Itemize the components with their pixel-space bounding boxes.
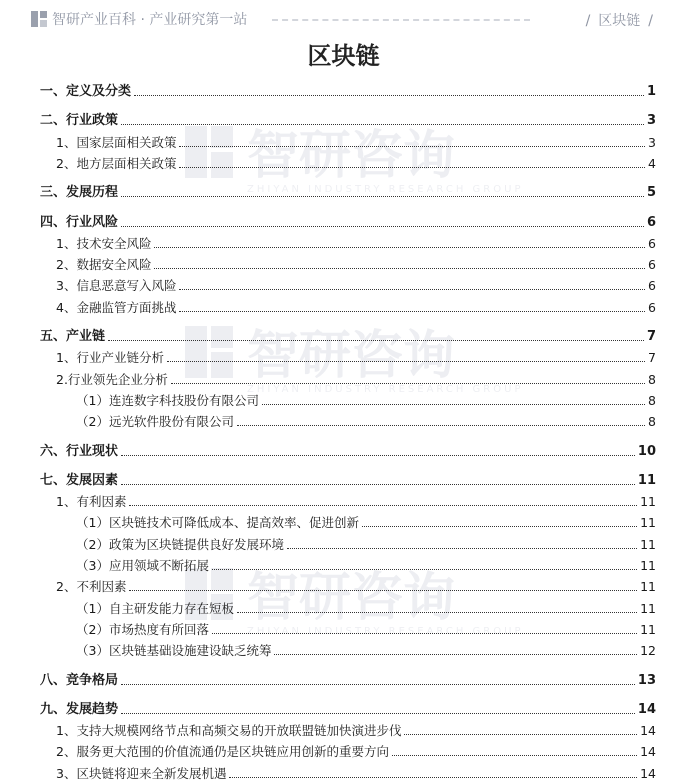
- toc-dot-leader: [262, 404, 645, 405]
- toc-page-number: 14: [640, 744, 656, 760]
- toc-dot-leader: [129, 505, 637, 506]
- document-title: 区块链: [307, 41, 380, 70]
- breadcrumb-separator: /: [585, 13, 591, 29]
- toc-page-number: 11: [637, 472, 656, 488]
- toc-page-number: 11: [640, 621, 656, 637]
- breadcrumb: [578, 10, 661, 30]
- toc-dot-leader: [134, 95, 644, 96]
- toc-entry-title: 1、国家层面相关政策: [56, 134, 177, 150]
- toc-dot-leader: [274, 654, 637, 655]
- toc-dot-leader: [237, 612, 637, 613]
- toc-item[interactable]: [40, 388, 656, 409]
- toc-page-number: 12: [640, 643, 656, 659]
- toc-item[interactable]: [40, 596, 656, 617]
- toc-subsection[interactable]: [40, 345, 656, 366]
- toc-page-number: 11: [640, 600, 656, 616]
- toc-dot-leader: [129, 590, 637, 591]
- toc-section[interactable]: [40, 468, 656, 489]
- toc-dot-leader: [154, 268, 645, 269]
- toc-entry-title: 4、金融监管方面挑战: [56, 299, 177, 315]
- toc-entry-title: 1、支持大规模网络节点和高频交易的开放联盟链加快演进步伐: [56, 723, 402, 739]
- toc-page-number: 8: [648, 371, 656, 387]
- toc-page-number: 7: [646, 329, 656, 344]
- toc-subsection[interactable]: [40, 739, 656, 760]
- toc-entry-title: 三、发展历程: [40, 185, 119, 201]
- toc-page-number: 11: [640, 494, 656, 510]
- toc-dot-leader: [167, 361, 645, 362]
- watermark-text: 智研咨询: [247, 326, 456, 386]
- toc-subsection[interactable]: [40, 130, 656, 151]
- toc-dot-leader: [121, 124, 644, 125]
- toc-page-number: 6: [648, 299, 656, 315]
- toc-entry-title: （3）应用领域不断拓展: [76, 558, 209, 573]
- toc-entry-title: 2、数据安全风险: [56, 257, 152, 273]
- toc-entry-title: 一、定义及分类: [40, 84, 132, 99]
- toc-entry-title: 1、行业产业链分析: [56, 350, 164, 366]
- toc-dot-leader: [287, 548, 637, 549]
- toc-entry-title: 八、竞争格局: [40, 672, 119, 688]
- toc-dot-leader: [154, 247, 645, 248]
- toc-entry-title: 七、发展因素: [40, 472, 119, 488]
- toc-entry-title: 五、产业链: [40, 329, 106, 344]
- toc-entry-title: 2.行业领先企业分析: [56, 371, 168, 387]
- toc-section[interactable]: [40, 79, 656, 100]
- toc-page-number: 11: [640, 536, 656, 552]
- toc-page-number: 5: [646, 185, 656, 201]
- toc-section[interactable]: [40, 210, 656, 231]
- toc-page-number: 8: [648, 392, 656, 408]
- toc-item[interactable]: [40, 532, 656, 553]
- toc-page-number: 14: [640, 723, 656, 739]
- header-divider: [272, 19, 530, 21]
- toc-entry-title: 2、不利因素: [56, 579, 127, 595]
- toc-dot-leader: [404, 734, 637, 735]
- toc-dot-leader: [179, 167, 645, 168]
- toc-page-number: 6: [648, 235, 656, 251]
- toc-entry-title: 2、地方层面相关政策: [56, 155, 177, 171]
- toc-entry-title: （2）政策为区块链提供良好发展环境: [76, 536, 284, 552]
- toc-subsection[interactable]: [40, 231, 656, 252]
- toc-entry-title: 六、行业现状: [40, 443, 119, 459]
- toc-dot-leader: [179, 146, 645, 147]
- toc-page-number: 13: [637, 672, 656, 688]
- toc-entry-title: 1、技术安全风险: [56, 235, 152, 251]
- toc-dot-leader: [392, 755, 637, 756]
- toc-subsection[interactable]: [40, 574, 656, 595]
- toc-entry-title: 四、行业风险: [40, 214, 119, 230]
- toc-entry-title: 3、信息恶意写入风险: [56, 278, 177, 294]
- breadcrumb-separator: /: [648, 13, 653, 29]
- toc-item[interactable]: [40, 510, 656, 531]
- toc-page-number: 7: [648, 350, 656, 366]
- toc-dot-leader: [212, 633, 637, 634]
- toc-dot-leader: [229, 777, 637, 778]
- toc-entry-title: （3）区块链基础设施建设缺乏统筹: [76, 643, 272, 659]
- toc-page-number: 14: [637, 701, 656, 717]
- toc-subsection[interactable]: [40, 367, 656, 388]
- toc-dot-leader: [179, 311, 645, 312]
- toc-page-number: 14: [640, 765, 656, 781]
- toc-page-number: 6: [648, 257, 656, 273]
- toc-dot-leader: [121, 196, 644, 197]
- toc-entry-title: （1）连连数字科技股份有限公司: [76, 392, 259, 408]
- page-header: [0, 0, 687, 36]
- toc-subsection[interactable]: [40, 273, 656, 294]
- toc-page-number: 6: [648, 278, 656, 294]
- toc-entry-title: （1）自主研发能力存在短板: [76, 600, 234, 616]
- toc-section[interactable]: [40, 439, 656, 460]
- toc-page-number: 11: [640, 515, 656, 531]
- toc-page-number: 6: [646, 214, 656, 230]
- brand-tagline[interactable]: 智研产业百科 · 产业研究第一站: [52, 12, 248, 28]
- toc-entry-title: （2）远光软件股份有限公司: [76, 414, 234, 430]
- toc-subsection[interactable]: [40, 252, 656, 273]
- toc-section[interactable]: [40, 668, 656, 689]
- watermark-subtext: ZHIYAN INDUSTRY RESEARCH GROUP: [247, 384, 524, 395]
- toc-section[interactable]: [40, 180, 656, 201]
- toc-entry-title: 3、区块链将迎来全新发展机遇: [56, 765, 227, 781]
- toc-entry-title: 九、发展趋势: [40, 701, 119, 717]
- toc-dot-leader: [237, 425, 645, 426]
- toc-page-number: 11: [640, 558, 656, 573]
- watermark-subtext: ZHIYAN INDUSTRY RESEARCH GROUP: [247, 626, 524, 637]
- watermark-text: 智研咨询: [247, 568, 456, 628]
- toc-item[interactable]: [40, 409, 656, 430]
- toc-subsection[interactable]: [40, 718, 656, 739]
- watermark-subtext: ZHIYAN INDUSTRY RESEARCH GROUP: [247, 184, 524, 195]
- toc-page-number: 4: [648, 155, 656, 171]
- toc-subsection[interactable]: [40, 295, 656, 316]
- toc-item[interactable]: [40, 553, 656, 574]
- toc-dot-leader: [212, 569, 637, 570]
- breadcrumb-current[interactable]: 区块链: [598, 13, 641, 29]
- toc-section[interactable]: [40, 108, 656, 129]
- toc-dot-leader: [121, 484, 635, 485]
- toc-subsection[interactable]: [40, 151, 656, 172]
- toc-dot-leader: [362, 526, 637, 527]
- toc-dot-leader: [121, 226, 644, 227]
- toc-entry-title: 2、服务更大范围的价值流通仍是区块链应用创新的重要方向: [56, 744, 389, 760]
- toc-page-number: 3: [646, 113, 656, 129]
- toc-subsection[interactable]: [40, 489, 656, 510]
- toc-page-number: 1: [646, 84, 656, 99]
- toc-page-number: 10: [637, 443, 656, 459]
- toc-page-number: 3: [648, 134, 656, 150]
- toc-item[interactable]: [40, 638, 656, 659]
- toc-subsection[interactable]: [40, 761, 656, 782]
- watermark-text: 智研咨询: [247, 126, 456, 186]
- toc-dot-leader: [179, 289, 645, 290]
- toc-dot-leader: [121, 713, 635, 714]
- toc-dot-leader: [108, 340, 644, 341]
- toc-entry-title: 1、有利因素: [56, 494, 127, 510]
- toc-page-number: 11: [640, 579, 656, 595]
- brand-logo-icon: [30, 10, 48, 28]
- toc-entry-title: （1）区块链技术可降低成本、提高效率、促进创新: [76, 515, 359, 531]
- toc-entry-title: （2）市场热度有所回落: [76, 621, 209, 637]
- toc-section[interactable]: [40, 324, 656, 345]
- toc-page-number: 8: [648, 414, 656, 430]
- toc-item[interactable]: [40, 617, 656, 638]
- toc-entry-title: 二、行业政策: [40, 113, 119, 129]
- toc-section[interactable]: [40, 697, 656, 718]
- toc-dot-leader: [121, 684, 635, 685]
- toc-dot-leader: [121, 455, 635, 456]
- toc-dot-leader: [171, 383, 645, 384]
